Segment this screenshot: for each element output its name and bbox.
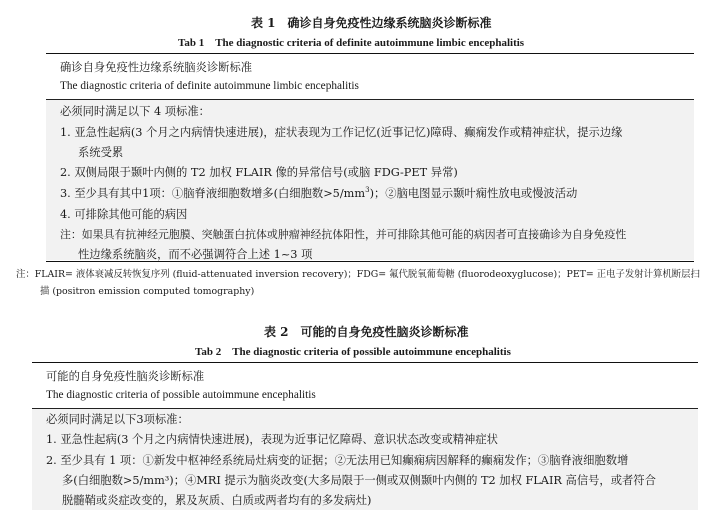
table2-item2-line3: 脱髓鞘或炎症改变的，累及灰质、白质或两者均有的多发病灶) — [62, 494, 372, 507]
table1-note-line2: 性边缘系统脑炎，而不必强调符合上述 1~3 项 — [78, 248, 313, 261]
table2-item2-line1: 2. 至少具有 1 项：①新发中枢神经系统局灶病变的证据；②无法用已知癫痫病因解释的癫痫发作；③脑脊液细胞数增 — [46, 454, 629, 467]
table1-bottom-rule — [46, 261, 694, 262]
table1-header-en: The diagnostic criteria of definite autoimmune limbic encephalitis — [60, 80, 359, 92]
table2-header-en: The diagnostic criteria of possible autoimmune encephalitis — [46, 389, 316, 401]
table1-top-rule — [46, 53, 694, 54]
table1-title-cn: 表 1 确诊自身免疫性边缘系统脑炎诊断标准 — [251, 16, 492, 30]
table2-title-cn: 表 2 可能的自身免疫性脑炎诊断标准 — [264, 325, 469, 339]
table1-item3: 3. 至少具有其中1项：①脑脊液细胞数增多(白细胞数$>5/mm^3$)；②脑电图显示颞叶痫性放电或慢波活动 — [60, 186, 578, 200]
table2-top-rule — [32, 362, 698, 363]
table1-item1-line1: 1. 亚急性起病(3 个月之内病情快速进展)，症状表现为工作记忆(近事记忆)障碍、癫痫发作或精神症状，提示边缘 — [60, 126, 623, 139]
table2-item2-line2: 多(白细胞数>5/mm³)；④MRI 提示为脑炎改变(大多局限于一侧或双侧颞叶内侧的 T2 加权 FLAIR 高信号，或者符合 — [62, 474, 656, 487]
table2-title-en: Tab 2 The diagnostic criteria of possible autoimmune encephalitis — [195, 346, 511, 358]
table1-intro: 必须同时满足以下 4 项标准： — [60, 105, 210, 118]
table2-header-cn: 可能的自身免疫性脑炎诊断标准 — [46, 370, 205, 383]
table1-item2: 2. 双侧局限于颞叶内侧的 T2 加权 FLAIR 像的异常信号(或脑 FDG-PET 异常) — [60, 166, 458, 179]
table2-item1: 1. 亚急性起病(3 个月之内病情快速进展)，表现为近事记忆障碍、意识状态改变或精神症状 — [46, 433, 498, 446]
table2-intro: 必须同时满足以下3项标准： — [46, 413, 189, 426]
table1-header-cn: 确诊自身免疫性边缘系统脑炎诊断标准 — [60, 61, 253, 74]
table1-item1-line2: 系统受累 — [78, 146, 124, 159]
table1-note-line1: 注：如果具有抗神经元胞膜、突触蛋白抗体或肿瘤神经抗体阳性，并可排除其他可能的病因者可直接确诊为自身免疫性 — [60, 228, 627, 241]
table1-footnote-line2: 描 (positron emission computed tomography) — [40, 286, 255, 297]
table1-title-en: Tab 1 The diagnostic criteria of definite autoimmune limbic encephalitis — [178, 37, 525, 49]
table1-footnote-line1: 注：FLAIR= 液体衰减反转恢复序列 (fluid-attenuated inversion recovery)；FDG= 氟代脱氧葡萄糖 (fluorodeoxyglucose)；PET= 正电子发射计算机断层扫 — [16, 269, 700, 280]
table1-item4: 4. 可排除其他可能的病因 — [60, 208, 188, 221]
